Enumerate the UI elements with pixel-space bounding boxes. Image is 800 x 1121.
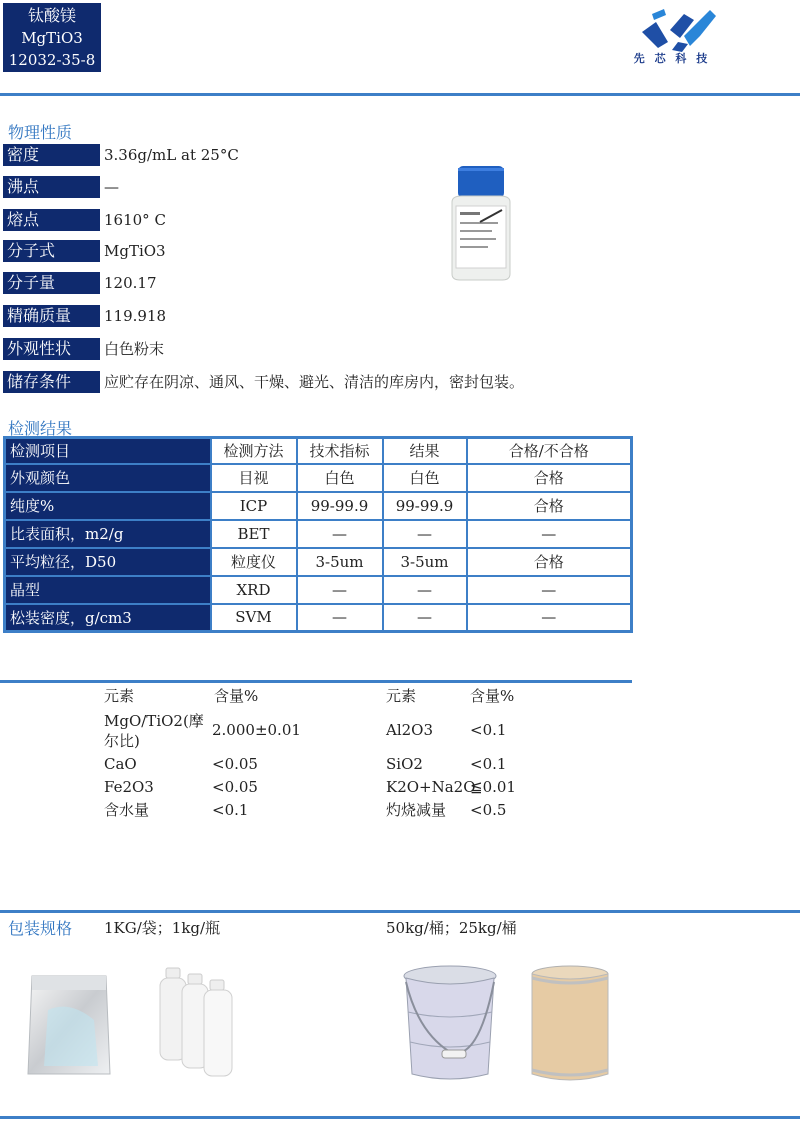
product-title-box bbox=[3, 3, 101, 72]
composition-element: SiO2 bbox=[386, 755, 423, 773]
table-cell: 白色 bbox=[383, 464, 467, 492]
prop-value: 119.918 bbox=[104, 307, 167, 325]
composition-value: <0.1 bbox=[212, 801, 249, 819]
table-cell: ICP bbox=[211, 492, 297, 520]
composition-element: Al2O3 bbox=[386, 721, 434, 739]
table-cell: — bbox=[467, 576, 632, 604]
composition-value: <0.5 bbox=[470, 801, 507, 819]
table-cell: — bbox=[383, 576, 467, 604]
table-cell: 外观颜色 bbox=[5, 464, 211, 492]
composition-element: K2O+Na2O bbox=[386, 778, 476, 796]
table-cell: BET bbox=[211, 520, 297, 548]
prop-label: 分子量 bbox=[3, 272, 100, 294]
prop-label: 外观性状 bbox=[3, 338, 100, 360]
prop-value: 1610° C bbox=[104, 211, 166, 229]
table-row bbox=[5, 492, 632, 520]
table-cell: — bbox=[297, 604, 383, 632]
table-cell: — bbox=[467, 604, 632, 632]
header-cell: 结果 bbox=[383, 438, 467, 464]
composition-header-element: 元素 bbox=[104, 687, 135, 705]
composition-element: MgO/TiO2(摩 bbox=[104, 712, 204, 730]
table-cell: 99-99.9 bbox=[297, 492, 383, 520]
prop-label: 密度 bbox=[3, 144, 100, 166]
header-cell: 合格/不合格 bbox=[467, 438, 632, 464]
composition-element: 尔比) bbox=[104, 732, 140, 750]
product-formula: MgTiO3 bbox=[21, 29, 83, 47]
table-cell: 合格 bbox=[467, 464, 632, 492]
table-row bbox=[5, 576, 632, 604]
header-cell: 技术指标 bbox=[297, 438, 383, 464]
header-divider bbox=[0, 93, 800, 96]
prop-value: 3.36g/mL at 25°C bbox=[104, 146, 239, 164]
table-row bbox=[5, 464, 632, 492]
table-cell: 3-5um bbox=[297, 548, 383, 576]
table-cell: SVM bbox=[211, 604, 297, 632]
prop-value: MgTiO3 bbox=[104, 242, 166, 260]
product-cas: 12032-35-8 bbox=[8, 51, 96, 69]
prop-value: — bbox=[104, 178, 119, 196]
steel-pail-image bbox=[398, 962, 502, 1086]
table-cell: 3-5um bbox=[383, 548, 467, 576]
bottles-image bbox=[158, 966, 242, 1078]
table-cell: 平均粒径，D50 bbox=[5, 548, 211, 576]
composition-value: <0.05 bbox=[212, 755, 258, 773]
composition-element: CaO bbox=[104, 755, 137, 773]
table-cell: 纯度% bbox=[5, 492, 211, 520]
prop-label: 储存条件 bbox=[3, 371, 100, 393]
table-cell: 晶型 bbox=[5, 576, 211, 604]
table-cell: 粒度仪 bbox=[211, 548, 297, 576]
composition-value: <0.1 bbox=[470, 755, 507, 773]
prop-label: 精确质量 bbox=[3, 305, 100, 327]
product-name: 钛酸镁 bbox=[27, 6, 76, 25]
table-cell: 比表面积，m2/g bbox=[5, 520, 211, 548]
table-row bbox=[5, 604, 632, 632]
composition-header-element: 元素 bbox=[386, 687, 417, 705]
product-bottle-image bbox=[440, 162, 520, 282]
table-cell: — bbox=[383, 520, 467, 548]
table-cell: — bbox=[383, 604, 467, 632]
table-cell: — bbox=[467, 520, 632, 548]
packaging-divider bbox=[0, 910, 800, 913]
table-row bbox=[5, 520, 632, 548]
composition-header-content: 含量% bbox=[214, 687, 259, 705]
logo-mark-icon bbox=[622, 6, 722, 54]
table-row bbox=[5, 548, 632, 576]
table-cell: 合格 bbox=[467, 548, 632, 576]
fiber-drum-image bbox=[528, 962, 612, 1086]
table-cell: XRD bbox=[211, 576, 297, 604]
packaging-small: 1KG/袋；1kg/瓶 bbox=[104, 919, 221, 937]
prop-label: 分子式 bbox=[3, 240, 100, 262]
table-cell: — bbox=[297, 520, 383, 548]
packaging-large: 50kg/桶；25kg/桶 bbox=[386, 919, 517, 937]
table-cell: 99-99.9 bbox=[383, 492, 467, 520]
table-cell: 合格 bbox=[467, 492, 632, 520]
prop-label: 沸点 bbox=[3, 176, 100, 198]
prop-value: 120.17 bbox=[104, 274, 157, 292]
footer-divider bbox=[0, 1116, 800, 1119]
physical-section-title: 物理性质 bbox=[8, 123, 73, 142]
table-cell: — bbox=[297, 576, 383, 604]
composition-divider bbox=[0, 680, 632, 683]
prop-value: 应贮存在阴凉、通风、干燥、避光、清洁的库房内，密封包装。 bbox=[104, 373, 525, 391]
composition-element: 含水量 bbox=[104, 801, 150, 819]
header-cell: 检测方法 bbox=[211, 438, 297, 464]
results-table bbox=[3, 436, 633, 633]
composition-header-content: 含量% bbox=[470, 687, 515, 705]
composition-element: Fe2O3 bbox=[104, 778, 154, 796]
packaging-section-title: 包装规格 bbox=[8, 919, 73, 938]
composition-value: <0.05 bbox=[212, 778, 258, 796]
table-cell: 松装密度，g/cm3 bbox=[5, 604, 211, 632]
composition-value: 2.000±0.01 bbox=[212, 721, 301, 739]
table-cell: 白色 bbox=[297, 464, 383, 492]
company-name: 先 芯 科 技 bbox=[633, 52, 711, 65]
results-section-title: 检测结果 bbox=[8, 419, 73, 438]
foil-bag-image bbox=[24, 970, 114, 1078]
table-cell: 目视 bbox=[211, 464, 297, 492]
composition-value: ≦0.01 bbox=[470, 778, 516, 796]
prop-value: 白色粉末 bbox=[104, 340, 165, 358]
header-cell: 检测项目 bbox=[5, 438, 211, 464]
table-header-row bbox=[5, 438, 632, 464]
composition-value: <0.1 bbox=[470, 721, 507, 739]
prop-label: 熔点 bbox=[3, 209, 100, 231]
composition-element: 灼烧减量 bbox=[386, 801, 447, 819]
